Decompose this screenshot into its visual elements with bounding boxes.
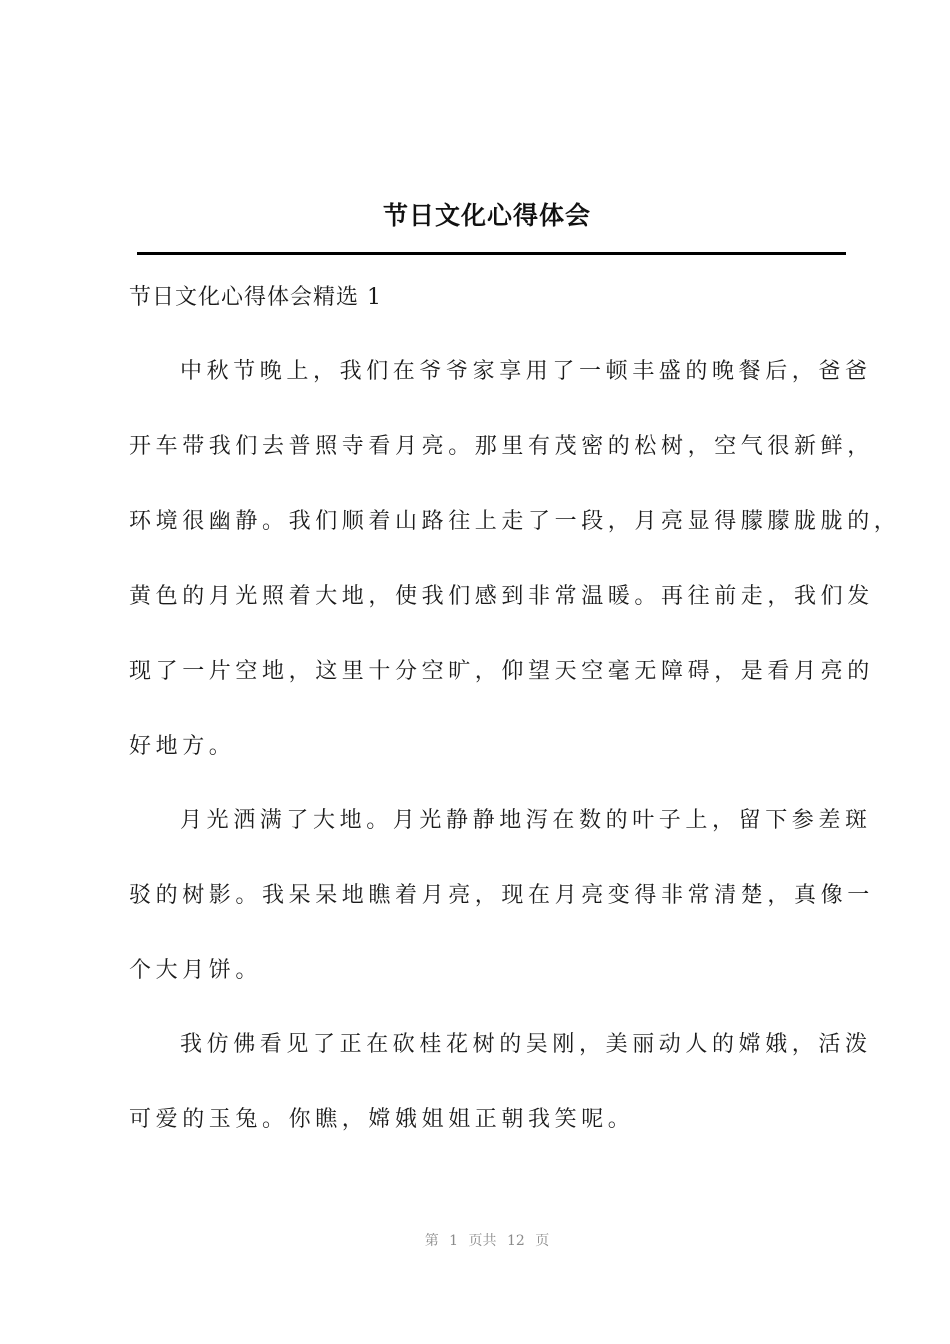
paragraph-1-line-3: 环境很幽静。我们顺着山路往上走了一段，月亮显得朦朦胧胧的，: [129, 509, 901, 534]
paragraph-1-line-1: 中秋节晚上，我们在爷爷家享用了一顿丰盛的晚餐后，爸爸: [180, 359, 872, 384]
document-title: 节日文化心得体会: [382, 201, 591, 230]
paragraph-1-line-6: 好地方。: [129, 734, 236, 759]
paragraph-1-line-2: 开车带我们去普照寺看月亮。那里有茂密的松树，空气很新鲜，: [129, 434, 874, 459]
title-underline-rule: [137, 252, 846, 255]
paragraph-1-line-4: 黄色的月光照着大地，使我们感到非常温暖。再往前走，我们发: [129, 584, 874, 609]
section-heading: 节日文化心得体会精选 1: [129, 285, 382, 310]
paragraph-2-line-3: 个大月饼。: [129, 958, 263, 983]
paragraph-2-line-2: 驳的树影。我呆呆地瞧着月亮，现在月亮变得非常清楚，真像一: [129, 883, 874, 908]
paragraph-1-line-5: 现了一片空地，这里十分空旷，仰望天空毫无障碍，是看月亮的: [129, 659, 874, 684]
paragraph-2-line-1: 月光洒满了大地。月光静静地泻在数的叶子上，留下参差斑: [180, 808, 872, 833]
paragraph-3-line-2: 可爱的玉兔。你瞧，嫦娥姐姐正朝我笑呢。: [129, 1107, 635, 1132]
paragraph-3-line-1: 我仿佛看见了正在砍桂花树的吴刚，美丽动人的嫦娥，活泼: [180, 1032, 872, 1057]
page-number-footer: 第 1 页共 12 页: [424, 1233, 550, 1249]
